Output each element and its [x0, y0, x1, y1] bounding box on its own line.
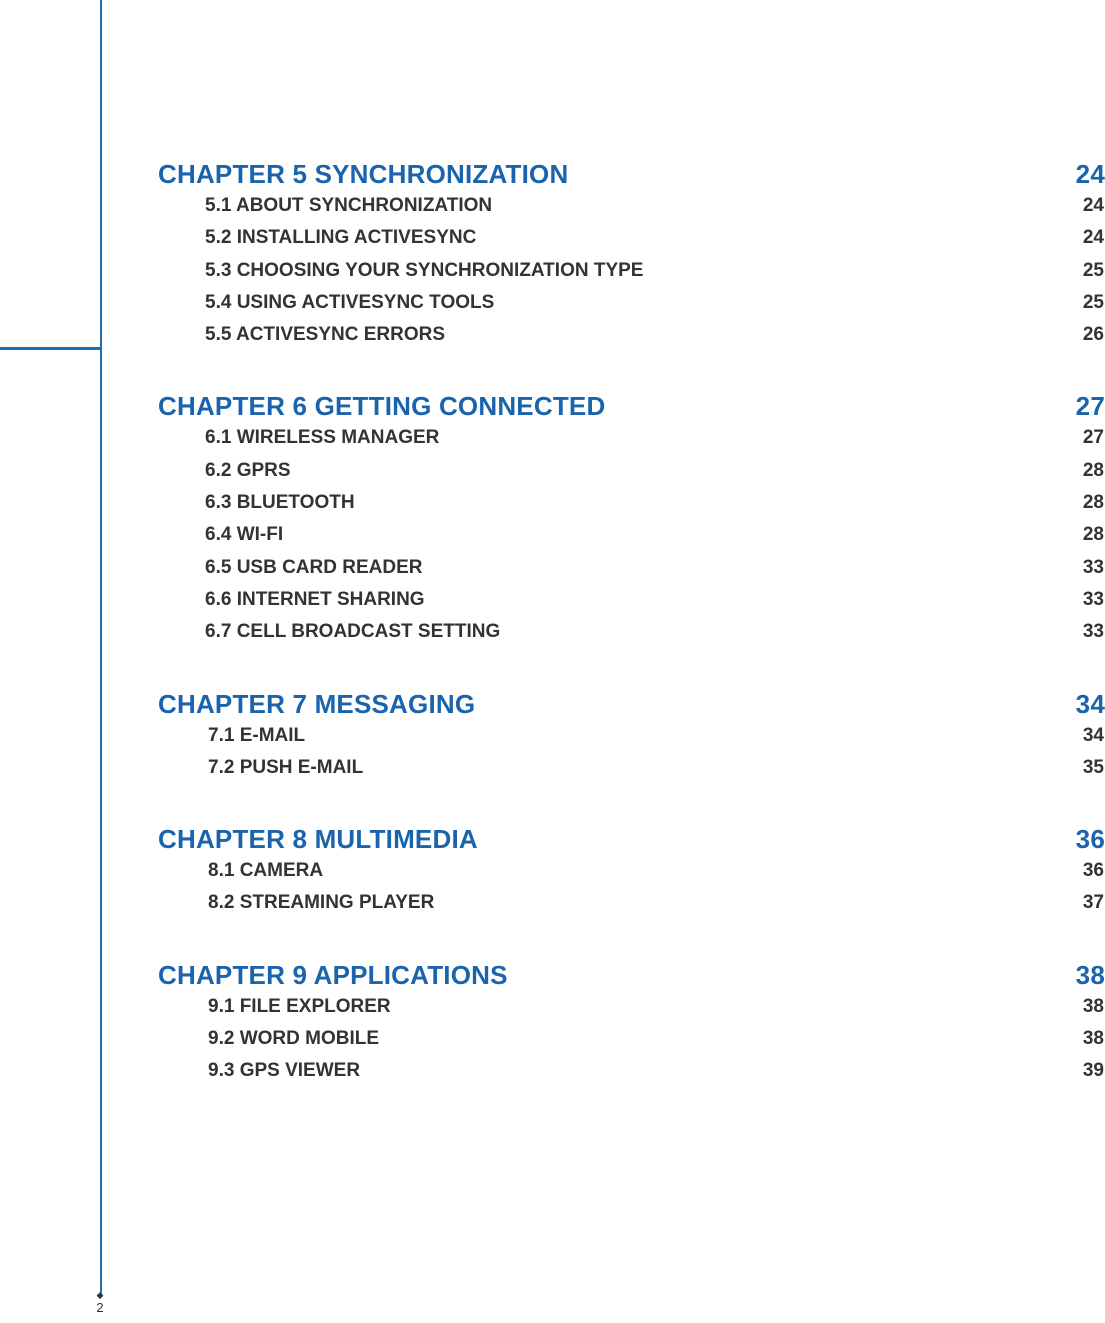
toc-entry[interactable]	[158, 752, 1105, 784]
section-title: 6.2 GPRS	[205, 459, 291, 481]
chapter-title: CHAPTER 8 MULTIMEDIA	[158, 824, 478, 855]
toc-entry[interactable]	[158, 222, 1105, 254]
section-page-number: 39	[1082, 1060, 1104, 1082]
section-title: 7.1 E-MAIL	[208, 724, 306, 746]
section-page-number: 35	[1082, 756, 1104, 778]
chapter-page-number: 24	[1075, 159, 1105, 189]
toc-entry[interactable]	[158, 190, 1105, 222]
chapter-title: CHAPTER 7 MESSAGING	[158, 688, 476, 719]
toc-entry[interactable]	[158, 887, 1105, 919]
toc-entry[interactable]	[158, 991, 1105, 1023]
page-footer	[92, 1290, 108, 1316]
section-title: 6.6 INTERNET SHARING	[205, 588, 425, 610]
toc-entry[interactable]	[158, 720, 1105, 752]
section-title: 6.7 CELL BROADCAST SETTING	[205, 621, 501, 643]
toc-entry[interactable]	[158, 1023, 1105, 1055]
section-title: 8.2 STREAMING PLAYER	[208, 892, 435, 914]
section-page-number: 28	[1082, 524, 1104, 546]
section-page-number: 37	[1082, 892, 1104, 914]
section-page-number: 28	[1082, 492, 1104, 514]
chapter-page-number: 34	[1075, 688, 1105, 719]
toc-entry[interactable]	[158, 855, 1105, 887]
chapter-heading[interactable]	[158, 959, 1105, 991]
section-title: 8.1 CAMERA	[208, 860, 324, 882]
toc-entry[interactable]	[158, 255, 1105, 287]
section-page-number: 24	[1082, 227, 1104, 249]
chapter-title: CHAPTER 6 GETTING CONNECTED	[158, 391, 606, 422]
chapter-title: CHAPTER 5 SYNCHRONIZATION	[158, 159, 569, 189]
section-page-number: 25	[1082, 259, 1104, 281]
toc-entry[interactable]	[158, 552, 1105, 584]
chapter-7	[158, 688, 1105, 785]
section-page-number: 34	[1082, 724, 1104, 746]
toc-entry[interactable]	[158, 319, 1105, 351]
toc-entry[interactable]	[158, 1055, 1105, 1087]
section-page-number: 24	[1082, 195, 1104, 216]
toc-entry[interactable]	[158, 455, 1105, 487]
toc-entry[interactable]	[158, 584, 1105, 616]
section-title: 6.1 WIRELESS MANAGER	[205, 427, 440, 449]
section-page-number: 36	[1082, 860, 1104, 882]
table-of-contents	[158, 158, 1105, 1127]
section-title: 6.5 USB CARD READER	[205, 556, 423, 578]
chapter-heading[interactable]	[158, 390, 1105, 422]
section-title: 5.5 ACTIVESYNC ERRORS	[205, 324, 446, 346]
section-page-number: 38	[1082, 1028, 1104, 1050]
diamond-icon: ◆	[96, 1290, 104, 1300]
chapter-page-number: 36	[1075, 824, 1105, 855]
section-title: 6.3 BLUETOOTH	[205, 492, 355, 514]
section-page-number: 33	[1082, 621, 1104, 643]
section-page-number: 38	[1082, 995, 1104, 1017]
page-number: 2	[96, 1300, 104, 1315]
section-title: 5.1 ABOUT SYNCHRONIZATION	[205, 195, 493, 216]
section-page-number: 25	[1082, 291, 1104, 313]
section-title: 5.4 USING ACTIVESYNC TOOLS	[205, 291, 495, 313]
chapter-page-number: 38	[1075, 959, 1105, 990]
chapter-title: CHAPTER 9 APPLICATIONS	[158, 959, 508, 990]
section-title: 9.1 FILE EXPLORER	[208, 995, 391, 1017]
section-page-number: 33	[1082, 556, 1104, 578]
toc-entry[interactable]	[158, 519, 1105, 551]
chapter-heading[interactable]	[158, 823, 1105, 855]
section-page-number: 33	[1082, 588, 1104, 610]
section-page-number: 27	[1082, 427, 1104, 449]
section-title: 9.2 WORD MOBILE	[208, 1028, 380, 1050]
section-page-number: 28	[1082, 459, 1104, 481]
margin-horizontal-rule	[0, 347, 101, 350]
chapter-8	[158, 823, 1105, 920]
toc-entry[interactable]	[158, 287, 1105, 319]
chapter-heading[interactable]	[158, 158, 1105, 190]
section-page-number: 26	[1082, 324, 1104, 346]
toc-entry[interactable]	[158, 487, 1105, 519]
section-title: 5.3 CHOOSING YOUR SYNCHRONIZATION TYPE	[205, 259, 644, 281]
section-title: 9.3 GPS VIEWER	[208, 1060, 361, 1082]
section-title: 6.4 WI-FI	[205, 524, 284, 546]
section-title: 5.2 INSTALLING ACTIVESYNC	[205, 227, 477, 249]
margin-vertical-rule	[100, 0, 102, 1295]
chapter-9	[158, 959, 1105, 1088]
chapter-heading[interactable]	[158, 688, 1105, 720]
toc-entry[interactable]	[158, 616, 1105, 648]
chapter-5	[158, 158, 1105, 351]
toc-entry[interactable]	[158, 422, 1105, 454]
chapter-page-number: 27	[1075, 391, 1105, 422]
chapter-6	[158, 390, 1105, 648]
section-title: 7.2 PUSH E-MAIL	[208, 756, 364, 778]
